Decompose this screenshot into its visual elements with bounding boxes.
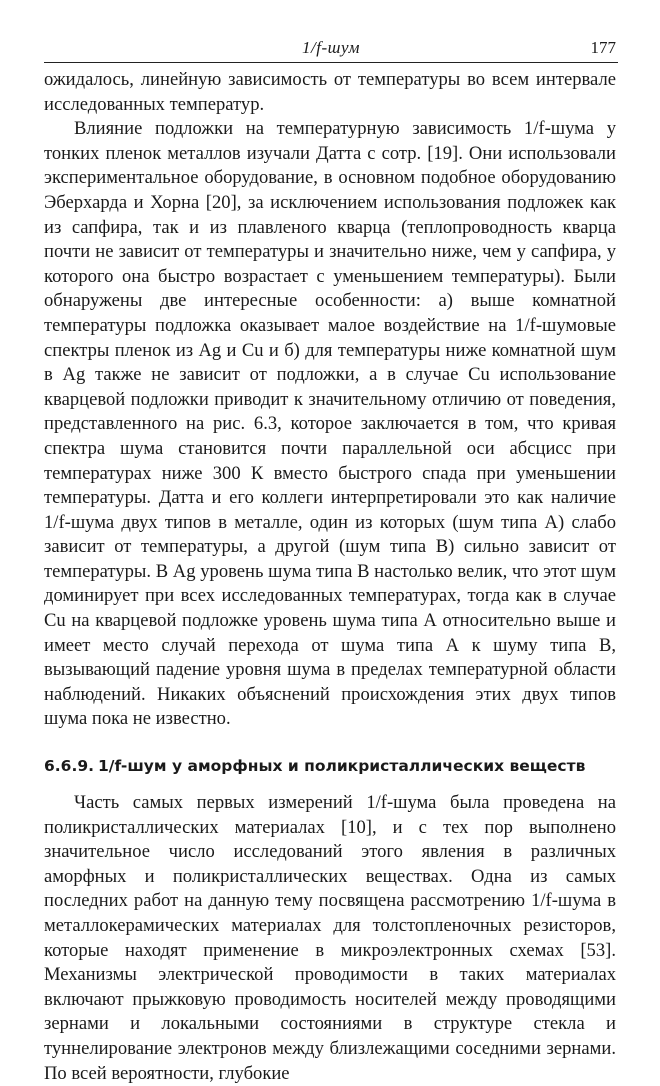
section-heading [44,756,616,777]
section-number: 6.6.9. [44,757,95,776]
paragraph-substrate-influence: Влияние подложки на температурную зависимость 1/f-шума у тонких пленок металлов изучали Датта с сотр. [19]. Они использовали экспериментальное оборудование, в основном подобное оборудованию Эберхарда и Хорна [20], за исключением использования подложек как из сапфира, так и из плавленого кварца (теплопроводность кварца почти не зависит от температуры и значительно ниже, чем у сапфира, у которого она быстро возрастает с уменьшением температуры). Были обнаружены две интересные особенности: а) выше комнатной температуры подложка оказывает малое воздействие на 1/f-шумовые спектры пленок из Ag и Cu и б) для температуры ниже комнатной шум в Ag также не зависит от подложки, а в случае Cu использование кварцевой подложки приводит к значительному отличию от поведения, представленного на рис. 6.3, которое заключается в том, что кривая спектра шума становится почти параллельной оси абсцисс при температурах ниже 300 К вместо быстрого спада при уменьшении температуры. Датта и его коллеги интерпретировали это как наличие 1/f-шума двух типов в металле, один из которых (шум типа А) слабо зависит от температуры, а другой (шум типа В) сильно зависит от температуры. В Ag уровень шума типа В настолько велик, что этот шум доминирует при всех исследованных температурах, тогда как в случае Cu на кварцевой подложке уровень шума типа А относительно выше и имеет место случай перехода от шума типа А к шуму типа В, вызывающий падение уровня шума в пределах температурной области наблюдений. Никаких объяснений происхождения этих двух типов шума пока не известно. [44,118,616,730]
running-title: 1/f-шум [302,38,360,57]
main-text [44,68,616,1086]
running-header [44,38,618,63]
paragraph-amorphous-noise: Часть самых первых измерений 1/f-шума была проведена на поликристаллических материалах [10], и с тех пор выполнено значительное число исследований этого явления в различных аморфных и поликристаллических веществах. Одна из самых последних работ на данную тему посвящена рассмотрению 1/f-шума в металлокерамических материалах для толстопленочных резисторов, которые находят применение в микроэлектронных схемах [53]. Механизмы электрической проводимости в таких материалах включают прыжковую проводимость носителей между проводящими зернами и локальными состояниями в структуре стекла и туннелирование электронов между близлежащими соседними зернами. По всей вероятности, глубокие [44,792,616,1084]
paragraph-continuation: ожидалось, линейную зависимость от температуры во всем интервале исследованных температур. [44,69,616,115]
section-title: 1/f-шум у аморфных и поликристаллических веществ [98,757,586,776]
page-number: 177 [590,38,616,57]
